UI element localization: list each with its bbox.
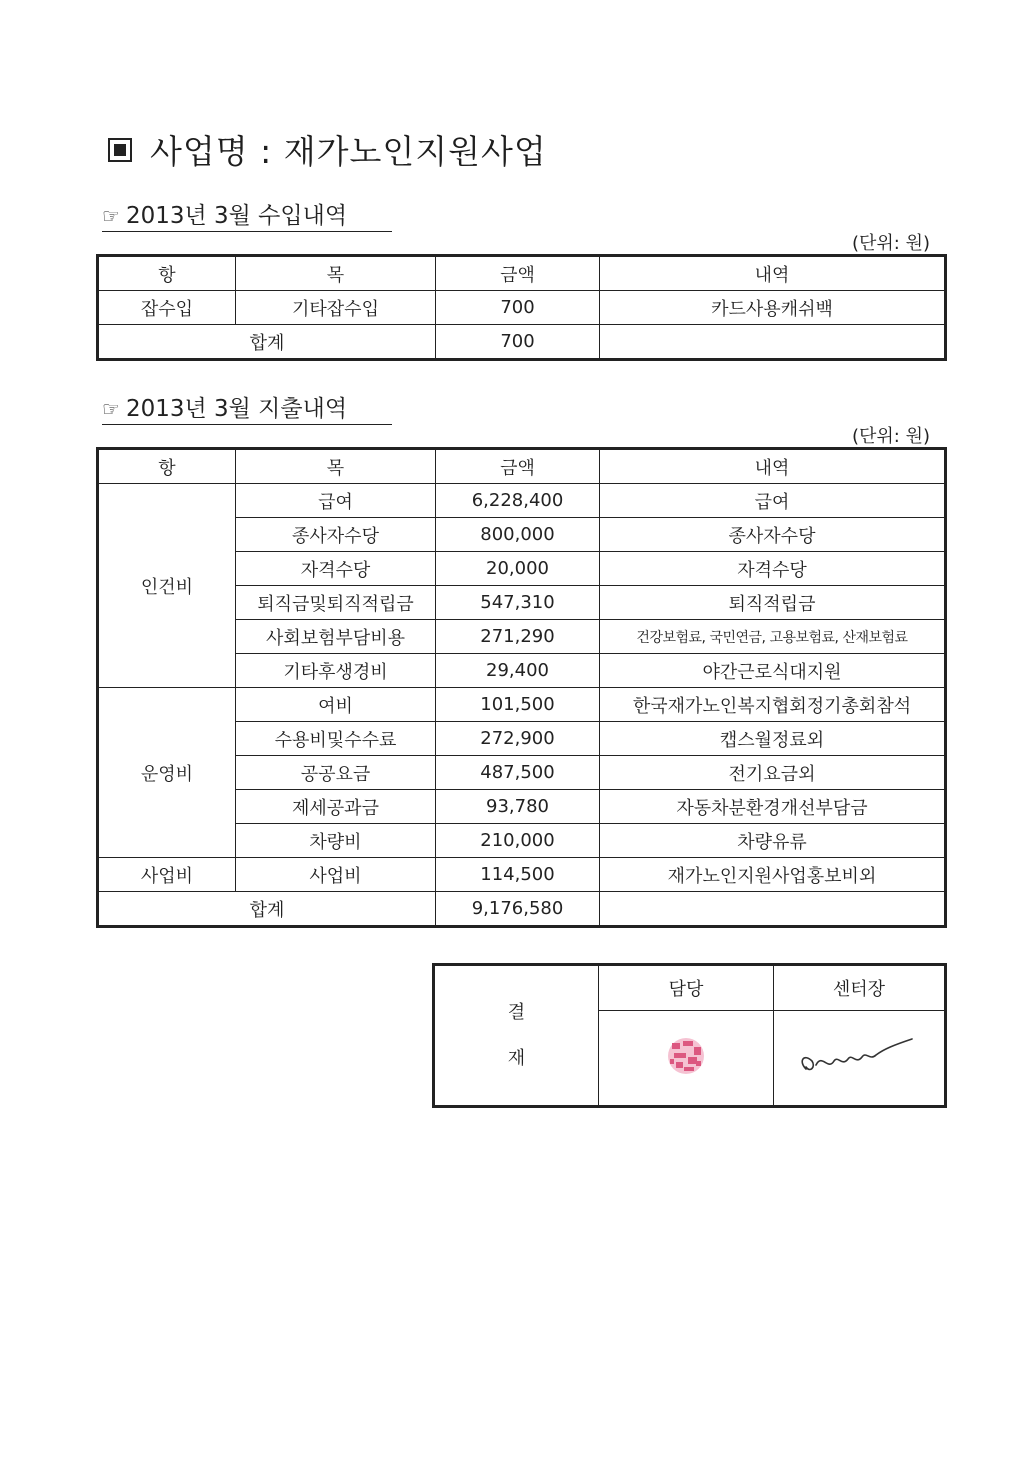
cell-amount: 6,228,400	[436, 484, 600, 518]
total-amount: 700	[436, 325, 600, 360]
cell-mok: 여비	[236, 688, 436, 722]
table-header-row	[98, 256, 946, 291]
cell-amount: 700	[436, 291, 600, 325]
approval-label-top: 결	[507, 1001, 526, 1023]
cell-desc: 자격수당	[600, 552, 946, 586]
cell-desc: 카드사용캐쉬백	[600, 291, 946, 325]
cell-amount: 114,500	[436, 858, 600, 892]
approval-label	[434, 965, 599, 1107]
header-amount: 금액	[436, 449, 600, 484]
cell-mok: 제세공과금	[236, 790, 436, 824]
pointing-hand-icon: ☞	[102, 397, 120, 421]
group-hang-personnel: 인건비	[98, 484, 236, 688]
cell-desc: 재가노인지원사업홍보비외	[600, 858, 946, 892]
signature-icon	[794, 1031, 924, 1081]
total-row	[98, 325, 946, 360]
expense-heading: ☞ 2013년 3월 지출내역	[102, 390, 392, 425]
approval-col-director: 센터장	[774, 965, 946, 1011]
cell-mok: 퇴직금및퇴직적립금	[236, 586, 436, 620]
staff-seal-cell	[599, 1011, 774, 1107]
header-mok: 목	[236, 449, 436, 484]
cell-amount: 20,000	[436, 552, 600, 586]
cell-mok: 사업비	[236, 858, 436, 892]
table-row	[98, 291, 946, 325]
cell-desc: 차량유류	[600, 824, 946, 858]
cell-amount: 29,400	[436, 654, 600, 688]
cell-amount: 487,500	[436, 756, 600, 790]
cell-desc: 자동차분환경개선부담금	[600, 790, 946, 824]
group-hang-project: 사업비	[98, 858, 236, 892]
expense-table	[96, 447, 947, 928]
cell-desc: 전기요금외	[600, 756, 946, 790]
cell-mok: 사회보험부담비용	[236, 620, 436, 654]
cell-amount: 210,000	[436, 824, 600, 858]
approval-col-staff: 담당	[599, 965, 774, 1011]
header-hang: 항	[98, 256, 236, 291]
cell-amount: 271,290	[436, 620, 600, 654]
cell-desc: 퇴직적립금	[600, 586, 946, 620]
approval-table	[432, 963, 947, 1108]
cell-mok: 급여	[236, 484, 436, 518]
cell-mok: 종사자수당	[236, 518, 436, 552]
header-desc: 내역	[600, 449, 946, 484]
cell-desc: 종사자수당	[600, 518, 946, 552]
cell-desc: 건강보험료, 국민연금, 고용보험료, 산재보험료	[600, 620, 946, 654]
income-table	[96, 254, 947, 361]
cell-amount: 547,310	[436, 586, 600, 620]
total-desc-empty	[600, 325, 946, 360]
total-label: 합계	[98, 892, 436, 927]
table-row	[98, 484, 946, 518]
cell-mok: 차량비	[236, 824, 436, 858]
cell-amount: 272,900	[436, 722, 600, 756]
pointing-hand-icon: ☞	[102, 204, 120, 228]
seal-stamp-icon	[656, 1031, 716, 1081]
cell-hang: 잡수입	[98, 291, 236, 325]
cell-amount: 800,000	[436, 518, 600, 552]
cell-mok: 자격수당	[236, 552, 436, 586]
table-row	[98, 858, 946, 892]
expense-unit: (단위: 원)	[852, 426, 930, 447]
total-amount: 9,176,580	[436, 892, 600, 927]
cell-desc: 급여	[600, 484, 946, 518]
header-hang: 항	[98, 449, 236, 484]
cell-mok: 수용비및수수료	[236, 722, 436, 756]
cell-desc: 캡스월정료외	[600, 722, 946, 756]
table-header-row	[98, 449, 946, 484]
cell-mok: 기타후생경비	[236, 654, 436, 688]
document-title	[108, 126, 547, 173]
header-desc: 내역	[600, 256, 946, 291]
cell-amount: 93,780	[436, 790, 600, 824]
header-amount: 금액	[436, 256, 600, 291]
cell-desc: 한국재가노인복지협회정기총회참석	[600, 688, 946, 722]
title-text: 사업명 : 재가노인지원사업	[150, 132, 547, 171]
header-mok: 목	[236, 256, 436, 291]
group-hang-operating: 운영비	[98, 688, 236, 858]
director-signature-cell	[774, 1011, 946, 1107]
income-unit: (단위: 원)	[852, 233, 930, 254]
cell-amount: 101,500	[436, 688, 600, 722]
cell-desc: 야간근로식대지원	[600, 654, 946, 688]
total-desc-empty	[600, 892, 946, 927]
cell-mok: 공공요금	[236, 756, 436, 790]
income-heading: ☞ 2013년 3월 수입내역	[102, 197, 392, 232]
table-row	[98, 688, 946, 722]
total-label: 합계	[98, 325, 436, 360]
approval-label-bottom: 재	[507, 1047, 526, 1069]
square-bullet-icon	[108, 138, 132, 162]
cell-mok: 기타잡수입	[236, 291, 436, 325]
total-row	[98, 892, 946, 927]
